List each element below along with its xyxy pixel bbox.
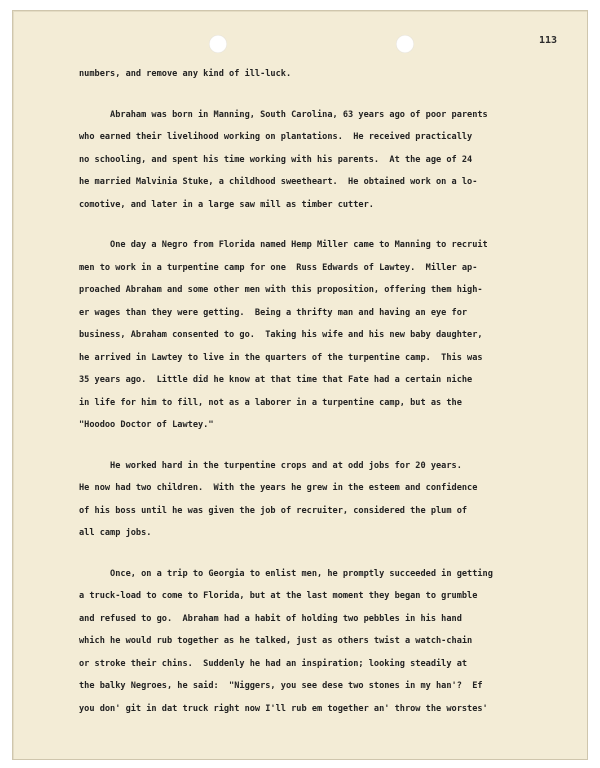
text-line: in life for him to fill, not as a laborer in a turpentine camp, but as the <box>79 397 462 408</box>
text-line: Once, on a trip to Georgia to enlist men, he promptly succeeded in getting <box>79 568 493 579</box>
text-line: which he would rub together as he talked, just as others twist a watch-chain <box>79 636 473 646</box>
text-line: proached Abraham and some other men with this proposition, offering them high- <box>79 285 483 295</box>
text-line: no schooling, and spent his time working with his parents. At the age of 24 <box>79 154 473 165</box>
paragraph <box>79 104 559 217</box>
paragraph <box>79 234 559 437</box>
text-line: he arrived in Lawtey to live in the quarters of the turpentine camp. This was <box>79 352 483 363</box>
text-line: who earned their livelihood working on plantations. He received practically <box>79 132 473 142</box>
page-body-text <box>79 63 559 738</box>
text-line: the balky Negroes, he said: "Niggers, you see dese two stones in my han'? Ef <box>79 681 483 691</box>
text-line: you don' git in dat truck right now I'll rub em together an' throw the worstes' <box>79 703 488 714</box>
text-line: all camp jobs. <box>79 528 152 538</box>
text-line: He worked hard in the turpentine crops and at odd jobs for 20 years. <box>79 460 462 471</box>
text-line: He now had two children. With the years he grew in the esteem and confidence <box>79 483 478 493</box>
paragraph <box>79 455 559 545</box>
punch-hole-right <box>396 35 414 53</box>
text-line: er wages than they were getting. Being a thrifty man and having an eye for <box>79 307 468 318</box>
paragraph <box>79 63 559 86</box>
text-line: or stroke their chins. Suddenly he had an inspiration; looking steadily at <box>79 658 468 669</box>
text-line: Abraham was born in Manning, South Carolina, 63 years ago of poor parents <box>79 109 488 120</box>
punch-hole-left <box>209 35 227 53</box>
text-line: One day a Negro from Florida named Hemp Miller came to Manning to recruit <box>79 240 488 250</box>
typewritten-page <box>12 10 588 760</box>
text-line: he married Malvinia Stuke, a childhood sweetheart. He obtained work on a lo- <box>79 177 478 187</box>
text-line: and refused to go. Abraham had a habit of holding two pebbles in his hand <box>79 613 462 624</box>
text-line: 35 years ago. Little did he know at that time that Fate had a certain niche <box>79 375 473 385</box>
text-line: a truck-load to come to Florida, but at the last moment they began to grumble <box>79 591 478 601</box>
text-line: of his boss until he was given the job of recruiter, considered the plum of <box>79 505 468 516</box>
paragraph <box>79 563 559 721</box>
text-line: business, Abraham consented to go. Taking his wife and his new baby daughter, <box>79 330 483 340</box>
text-line: numbers, and remove any kind of ill-luck. <box>79 69 292 79</box>
text-line: "Hoodoo Doctor of Lawtey." <box>79 420 214 430</box>
text-line: men to work in a turpentine camp for one Russ Edwards of Lawtey. Miller ap- <box>79 262 478 273</box>
page-number: 113 <box>538 35 557 46</box>
text-line: comotive, and later in a large saw mill as timber cutter. <box>79 199 374 210</box>
